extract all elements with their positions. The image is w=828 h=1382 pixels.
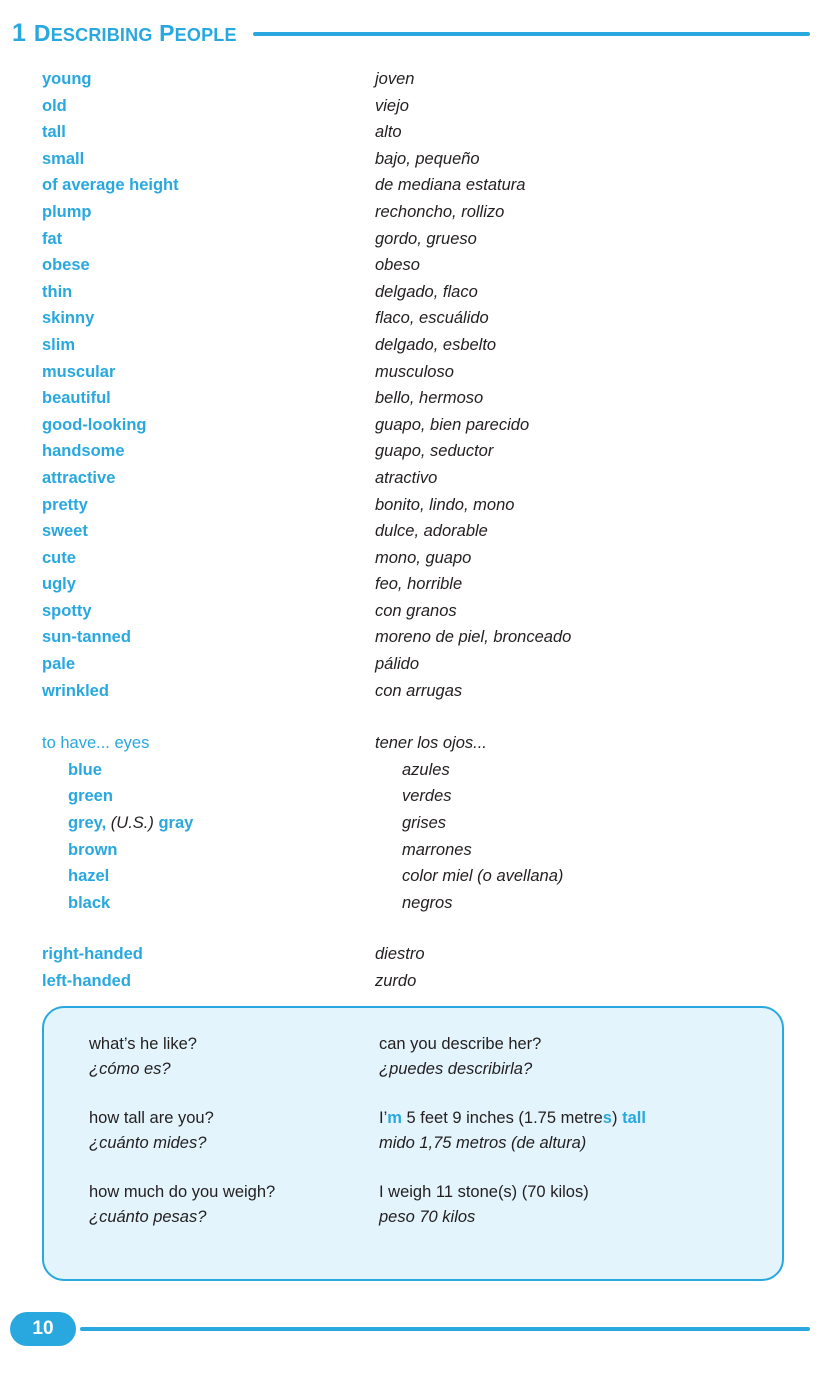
spacer (0, 706, 828, 732)
chapter-number: 1 (12, 18, 26, 47)
page-footer (10, 1312, 810, 1346)
example-phrase-answer (377, 1180, 777, 1230)
vocab-term-en: grey, (U.S.) gray (68, 814, 194, 833)
example-phrases-box (42, 1006, 784, 1281)
vocab-term-es: pálido (375, 655, 420, 674)
vocab-row (0, 201, 828, 228)
phrase-es: ¿puedes describirla? (379, 1060, 533, 1078)
vocab-term-es: obeso (375, 256, 420, 275)
vocab-row (0, 680, 828, 707)
vocab-row (0, 573, 828, 600)
vocab-term-en: good-looking (42, 415, 147, 434)
phrase-highlight: tall (622, 1109, 646, 1127)
vocab-term-es: marrones (402, 840, 472, 859)
phrase-en (379, 1106, 777, 1131)
example-phrase-answer (377, 1032, 777, 1082)
example-phrase-pair (44, 1106, 782, 1156)
vocab-term-en: attractive (42, 468, 116, 487)
vocab-term-es: negros (402, 893, 453, 912)
vocab-term-en: right-handed (42, 945, 143, 964)
phrase-es: mido 1,75 metros (de altura) (379, 1134, 587, 1152)
vocab-term-en: black (68, 893, 111, 912)
vocab-term-es: de mediana estatura (375, 176, 526, 195)
vocab-row (0, 785, 828, 812)
page-number-badge: 10 (10, 1312, 76, 1346)
phrase-text: I weigh 11 stone(s) (70 kilos) (379, 1183, 589, 1201)
vocab-term-es: alto (375, 123, 402, 142)
vocab-row (0, 387, 828, 414)
example-phrase-pair (44, 1180, 782, 1230)
vocab-row (0, 494, 828, 521)
eye-color-rows (0, 759, 828, 919)
example-phrase-groups (44, 1008, 782, 1230)
vocab-term-en: young (42, 70, 92, 88)
phrase-text: 5 feet 9 inches (1.75 metre (401, 1109, 603, 1127)
spacer (0, 918, 828, 943)
vocab-row (0, 547, 828, 574)
example-phrase-question (44, 1106, 377, 1156)
vocab-row (0, 281, 828, 308)
vocab-term-es: guapo, seductor (375, 442, 494, 461)
us-variant-note: (U.S.) (110, 814, 159, 833)
example-phrase-answer (377, 1106, 777, 1156)
example-phrase-pair (44, 1032, 782, 1082)
vocab-term-en: brown (68, 840, 118, 859)
vocab-row (0, 759, 828, 786)
vocab-row (0, 970, 828, 997)
vocab-row (0, 653, 828, 680)
vocab-term-en: handsome (42, 442, 125, 461)
vocab-term-en: small (42, 149, 85, 168)
vocabulary-list (0, 68, 828, 997)
phrase-en: how much do you weigh? (89, 1183, 276, 1201)
page-title-text (34, 20, 237, 46)
vocab-row (0, 892, 828, 919)
vocab-term-en: blue (68, 760, 102, 779)
vocab-row (0, 467, 828, 494)
vocab-row (0, 520, 828, 547)
vocab-row (0, 626, 828, 653)
vocab-term-en: skinny (42, 309, 95, 328)
phrase-text: I’ (379, 1109, 388, 1127)
vocab-term-en: old (42, 96, 67, 115)
vocab-term-es: delgado, flaco (375, 282, 478, 301)
vocab-row (0, 839, 828, 866)
vocab-row (0, 865, 828, 892)
example-phrase-question (44, 1180, 377, 1230)
vocab-term-en: plump (42, 202, 92, 221)
title-initial: D (33, 19, 51, 46)
vocab-term-en: muscular (42, 362, 116, 381)
vocab-row (0, 334, 828, 361)
vocab-term-en: left-handed (42, 972, 131, 990)
header-divider (253, 32, 810, 36)
phrase-en: how tall are you? (89, 1109, 214, 1127)
title-smallcaps: EOPLE (174, 24, 237, 45)
page-header (12, 14, 810, 52)
vocab-term-es: con granos (375, 601, 457, 620)
vocab-term-en: thin (42, 282, 73, 301)
vocab-term-en: fat (42, 229, 63, 248)
us-variant-term: gray (158, 814, 194, 833)
vocab-row (0, 228, 828, 255)
vocab-row (0, 600, 828, 627)
vocab-term-es: con arrugas (375, 681, 463, 700)
vocab-row (0, 68, 828, 95)
vocab-term-es: verdes (402, 787, 452, 806)
footer-divider (80, 1327, 810, 1331)
vocab-term-es: moreno de piel, bronceado (375, 628, 572, 647)
vocab-term-en: sweet (42, 522, 88, 541)
vocab-term-es: musculoso (375, 362, 454, 381)
vocab-term-en: ugly (42, 575, 76, 594)
phrase-es: ¿cuánto pesas? (89, 1208, 207, 1226)
title-initial: P (159, 19, 175, 46)
vocab-term-es: diestro (375, 945, 425, 964)
phrase-en: what’s he like? (89, 1035, 197, 1053)
phrase-en (379, 1180, 777, 1205)
phrase-text: can you describe her? (379, 1035, 542, 1053)
adjective-rows (0, 68, 828, 706)
vocab-row (0, 307, 828, 334)
phrase-es: peso 70 kilos (379, 1208, 476, 1226)
vocab-term-en: obese (42, 256, 90, 275)
phrase-es: ¿cómo es? (89, 1060, 171, 1078)
vocab-term-es: bello, hermoso (375, 389, 484, 408)
handedness-rows (0, 943, 828, 996)
vocab-term-es: dulce, adorable (375, 522, 488, 541)
vocab-row (0, 943, 828, 970)
page-title (33, 19, 237, 46)
vocab-term-es: bonito, lindo, mono (375, 495, 515, 514)
vocab-row (0, 174, 828, 201)
vocab-term-es: joven (375, 70, 415, 88)
vocab-row (0, 414, 828, 441)
title-smallcaps: ESCRIBING (50, 24, 153, 45)
phrase-es: ¿cuánto mides? (89, 1134, 207, 1152)
example-phrase-question (44, 1032, 377, 1082)
vocab-term-en: pretty (42, 495, 88, 514)
vocab-row (0, 440, 828, 467)
vocab-row (0, 121, 828, 148)
phrase-en (379, 1032, 777, 1057)
vocab-term-en: tall (42, 123, 66, 142)
vocab-term-en: sun-tanned (42, 628, 131, 647)
vocab-term-es: azules (402, 760, 450, 779)
vocab-row (0, 361, 828, 388)
vocab-term-en: beautiful (42, 389, 111, 408)
vocab-term-en: slim (42, 335, 76, 354)
phrase-text: ) (611, 1109, 623, 1127)
vocab-term-es: rechoncho, rollizo (375, 202, 505, 221)
eyes-heading-row (0, 732, 828, 759)
vocab-term-es: gordo, grueso (375, 229, 477, 248)
vocab-term-en: cute (42, 548, 76, 567)
phrase-highlight: s (602, 1109, 612, 1127)
vocab-term-es: delgado, esbelto (375, 335, 497, 354)
vocab-term-es: flaco, escuálido (375, 309, 489, 328)
vocab-term-en: spotty (42, 601, 92, 620)
vocab-term-en: pale (42, 655, 76, 674)
vocab-term-es: bajo, pequeño (375, 149, 480, 168)
vocab-row (0, 95, 828, 122)
vocab-row (0, 148, 828, 175)
vocab-term-es: guapo, bien parecido (375, 415, 530, 434)
vocab-term-es: mono, guapo (375, 548, 472, 567)
vocab-term-es: grises (402, 814, 447, 833)
eyes-heading-es: tener los ojos... (375, 734, 487, 753)
eyes-heading-en: to have... eyes (42, 734, 150, 753)
vocab-term-en: of average height (42, 176, 179, 195)
phrase-highlight: m (387, 1109, 402, 1127)
vocab-term-en: wrinkled (42, 681, 109, 700)
vocab-term-es: atractivo (375, 468, 438, 487)
vocab-term-es: feo, horrible (375, 575, 463, 594)
vocab-term-es: color miel (o avellana) (402, 867, 564, 886)
vocab-term-es: zurdo (375, 972, 417, 990)
vocab-term-en: hazel (68, 867, 110, 886)
vocab-term-en: green (68, 787, 113, 806)
vocab-term-es: viejo (375, 96, 409, 115)
vocab-row (0, 812, 828, 839)
vocab-row (0, 254, 828, 281)
